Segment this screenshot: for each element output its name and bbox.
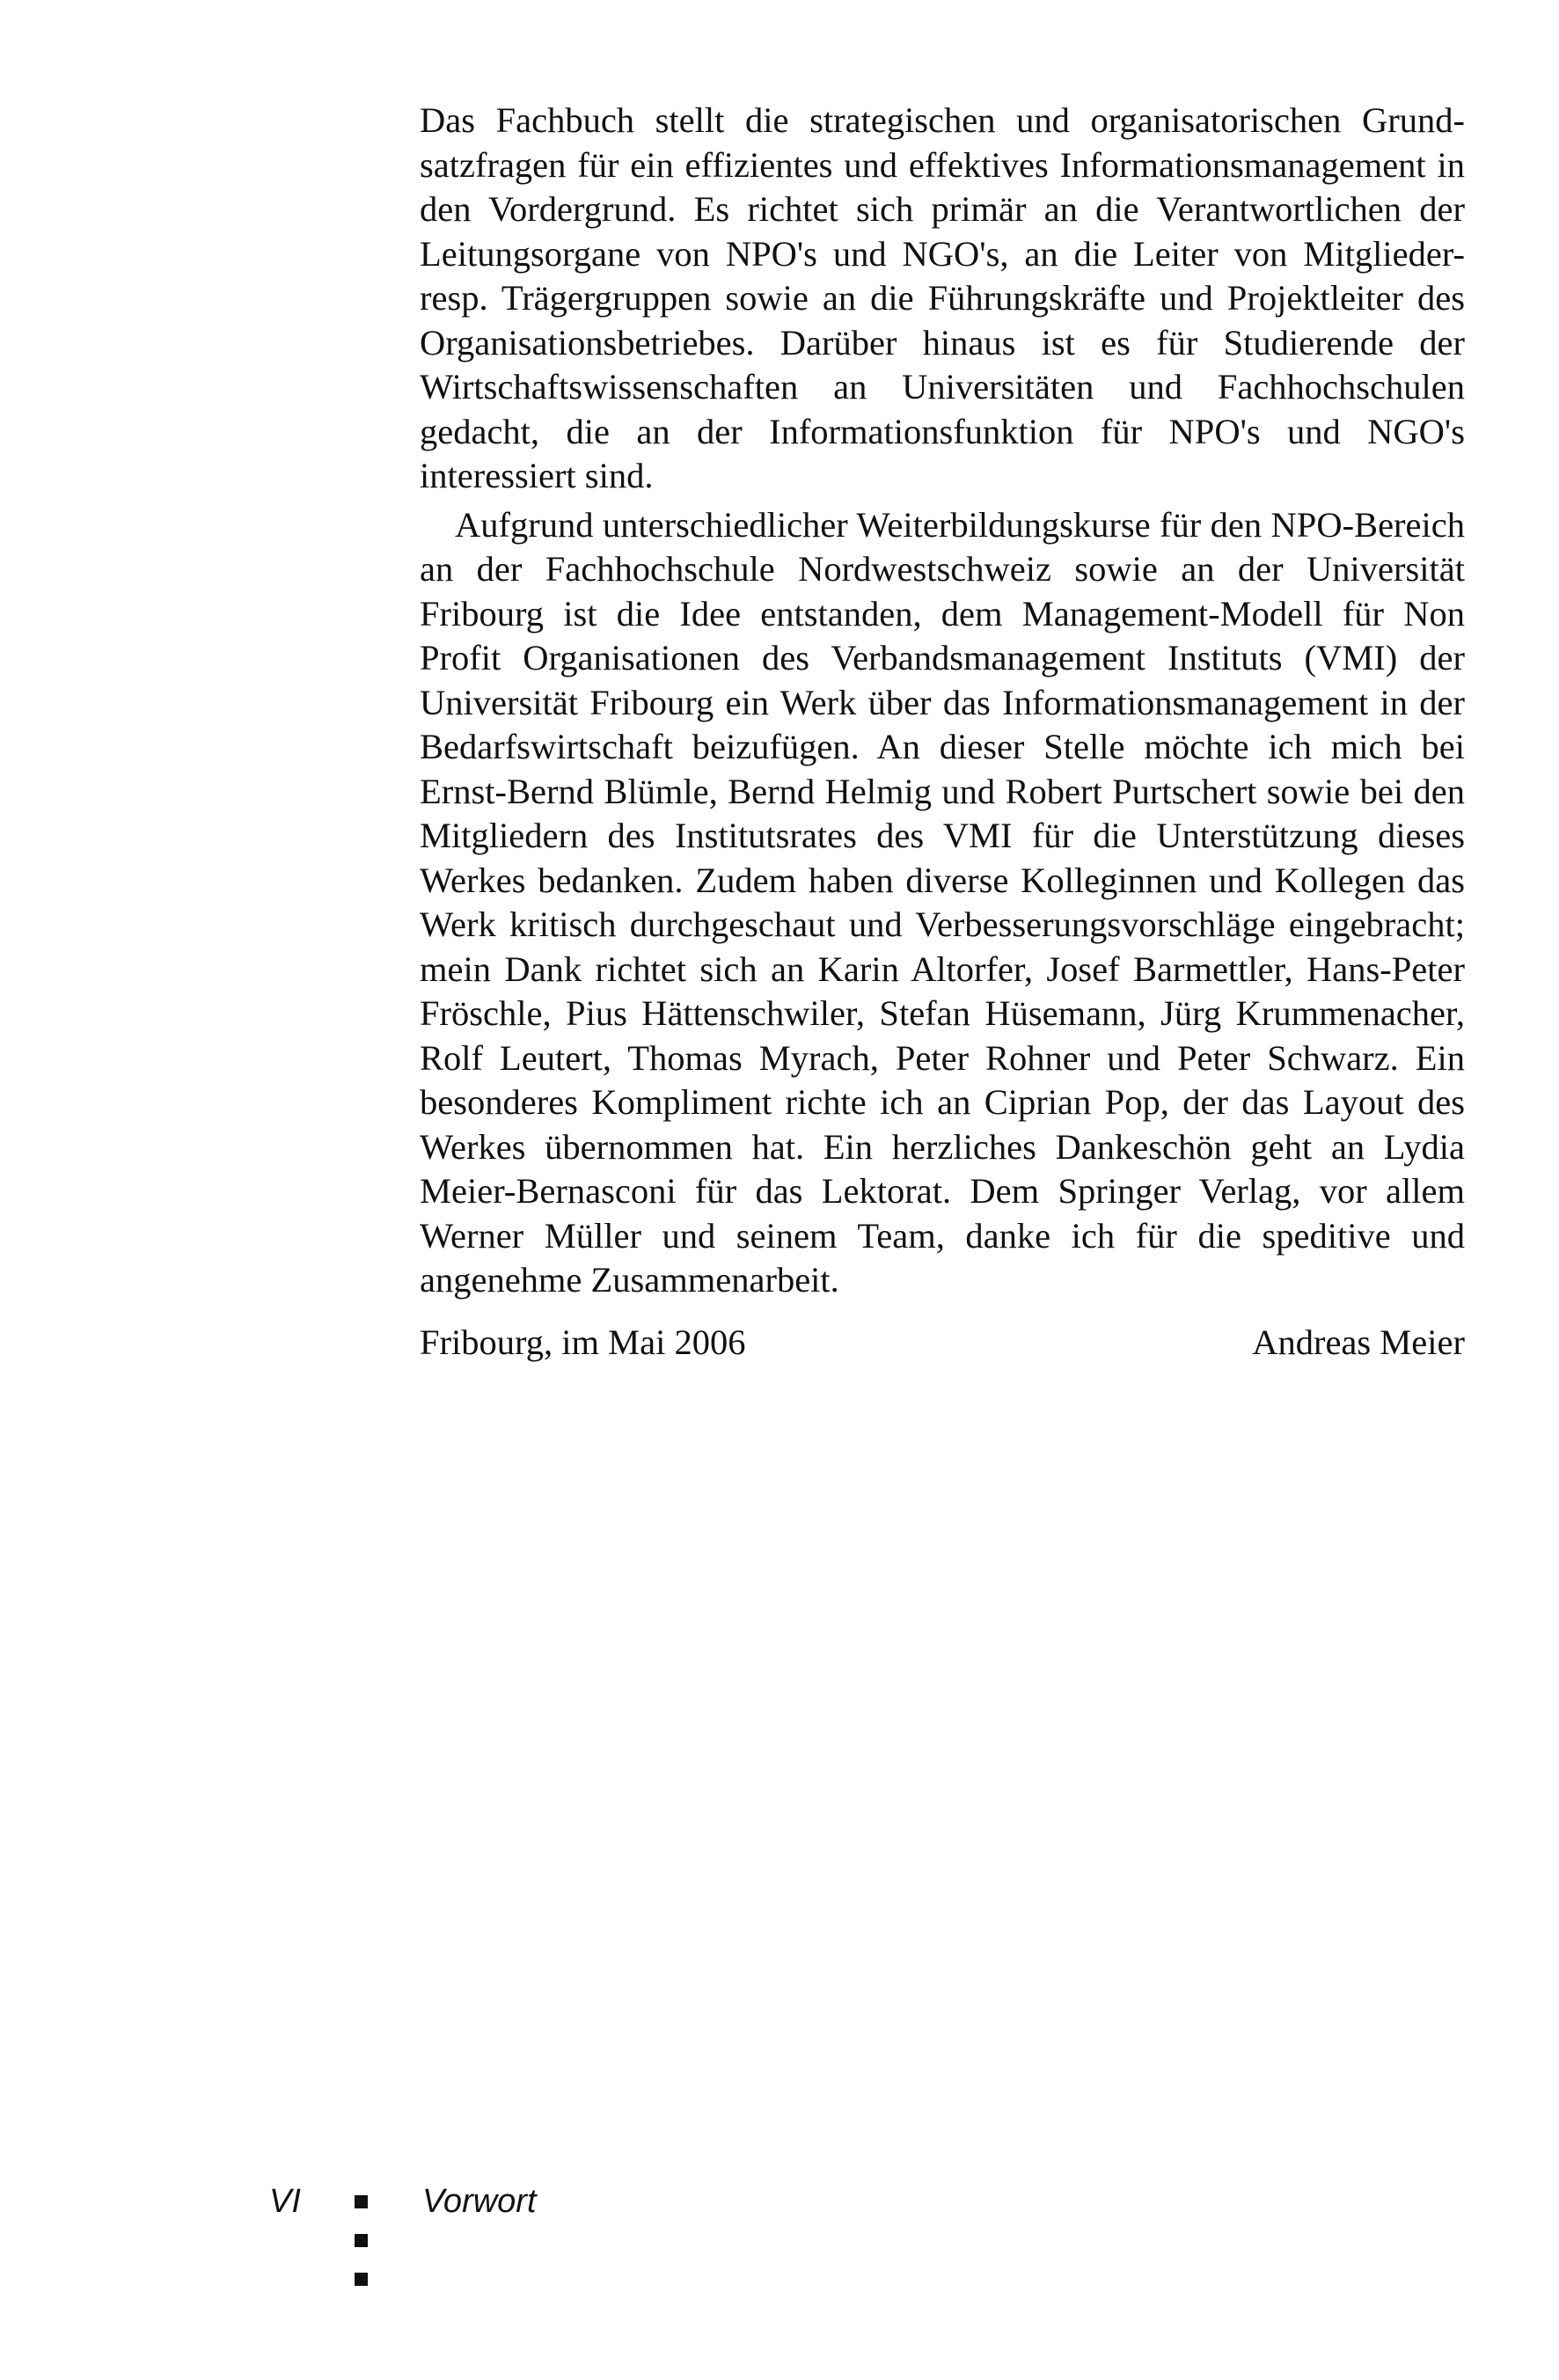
paragraph-intro: Das Fachbuch stellt die strategischen und organisatorischen Grundsatzfragen für ein effizientes und effektives Informationsmanagement in den Vordergrund. Es richtet sich primär an die Verantwortlichen der Leitungsorgane von NPO's und NGO's, an die Leiter von Mitglieder- resp. Trägergruppen sowie an die Führungskräfte und Projektleiter des Organisationsbetriebes. Darüber hinaus ist es für Studierende der Wirtschaftswissenschaften an Universitäten und Fachhochschulen gedacht, die an der Informationsfunktion für NPO's und NGO's interessiert sind. (420, 100, 1465, 495)
place-date: Fribourg, im Mai 2006 (420, 1322, 746, 1362)
square-bullet-icon (355, 2273, 368, 2286)
page-number: VI (269, 2183, 301, 2220)
author-name: Andreas Meier (1252, 1322, 1465, 1362)
square-bullet-icon (355, 2234, 368, 2247)
paragraph-acknowledgements: Aufgrund unterschiedlicher Weiterbildungskurse für den NPO-Bereich an der Fachhochschule Nordwestschweiz sowie an der Universität Fribourg ist die Idee entstanden, dem Management-Modell für Non Profit Organisationen des Verbandsmanagement Instituts (VMI) der Universität Fribourg ein Werk über das Informationsmanagement in der Bedarfswirtschaft beizufügen. An dieser Stelle möchte ich mich bei Ernst-Bernd Blümle, Bernd Helmig und Robert Purtschert sowie bei den Mitgliedern des Institutsrates des VMI für die Unterstützung dieses Werkes bedanken. Zudem haben diverse Kolleginnen und Kollegen das Werk kritisch durchgeschaut und Verbesserungsvorschläge eingebracht; mein Dank richtet sich an Karin Altorfer, Josef Barmettler, Hans-Peter Fröschle, Pius Hättenschwiler, Stefan Hüsemann, Jürg Krummenacher, Rolf Leutert, Thomas Myrach, Peter Rohner und Peter Schwarz. Ein besonderes Kompliment richte ich an Ciprian Pop, der das Layout des Werkes übernommen hat. Ein herzliches Dankeschön geht an Lydia Meier-Bernasconi für das Lektorat. Dem Springer Verlag, vor allem Werner Müller und seinem Team, danke ich für die speditive und angenehme Zusammenarbeit. (420, 504, 1465, 1300)
body-text (420, 99, 1465, 1365)
signature-line (420, 1321, 1465, 1366)
square-bullet-icon (355, 2195, 368, 2208)
running-section-title: Vorwort (422, 2183, 537, 2220)
